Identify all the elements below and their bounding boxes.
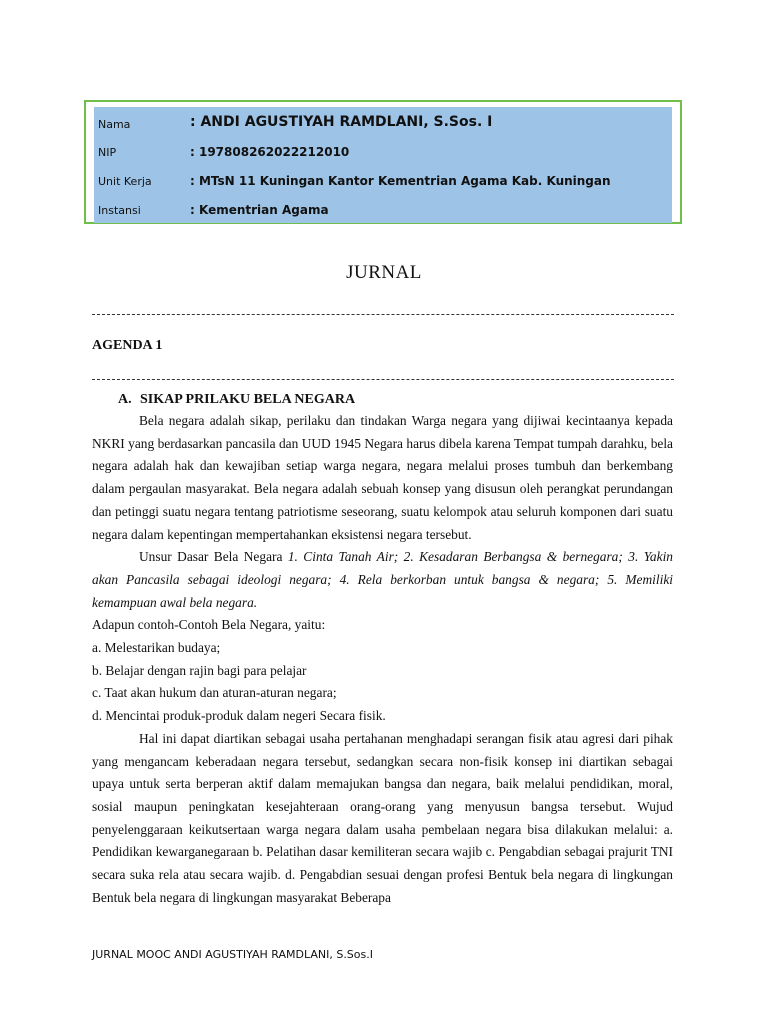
nama-value: : ANDI AGUSTIYAH RAMDLANI, S.Sos. I xyxy=(190,114,493,130)
examples-intro: Adapun contoh-Contoh Bela Negara, yaitu: xyxy=(92,617,326,633)
paragraph-elements xyxy=(92,546,673,614)
body-text xyxy=(92,410,673,909)
agenda-heading: AGENDA 1 xyxy=(92,338,163,353)
example-item-d: d. Mencintai produk-produk dalam negeri Secara fisik. xyxy=(92,708,386,724)
nip-value: : 197808262022212010 xyxy=(190,145,350,159)
paragraph-defense: Hal ini dapat diartikan sebagai usaha pertahanan menghadapi serangan fisik atau agresi dari pihak yang mengancam keberadaan negara tersebut, sedangkan secara non-fisik konsep ini diartikan sebagai upaya untuk serta berperan aktif dalam memajukan bangsa dan negara, baik melalui pendidikan, moral, sosial maupun peningkatan kesejahteraan orang-orang yang menyusun bangsa tersebut. Wujud penyelenggaraan keikutsertaan warga negara dalam usaha pembelaan negara bisa dilakukan melalui: a. Pendidikan kewarganegaraan b. Pelatihan dasar kemiliteran secara wajib c. Pengabdian sebagai prajurit TNI secara suka rela atau secara wajib. d. Pengabdian sesuai dengan profesi Bentuk bela negara di lingkungan Bentuk bela negara di lingkungan masyarakat Beberapa xyxy=(92,730,673,905)
identity-panel xyxy=(94,107,672,223)
unit-label: Unit Kerja xyxy=(98,175,152,188)
example-item-b: b. Belajar dengan rajin bagi para pelajar xyxy=(92,662,307,678)
section-number: A. xyxy=(118,392,132,407)
page-title: JURNAL xyxy=(346,262,422,283)
page-footer: JURNAL MOOC ANDI AGUSTIYAH RAMDLANI, S.Sos.I xyxy=(92,948,373,961)
example-item-a: a. Melestarikan budaya; xyxy=(92,640,221,656)
example-item-c: c. Taat akan hukum dan aturan-aturan negara; xyxy=(92,685,337,701)
divider-top xyxy=(92,314,674,315)
nama-label: Nama xyxy=(98,118,131,131)
unit-value: : MTsN 11 Kuningan Kantor Kementrian Agama Kab. Kuningan xyxy=(190,174,611,188)
section-heading xyxy=(118,392,355,408)
divider-bottom xyxy=(92,379,674,380)
elements-lead: Unsur Dasar Bela Negara xyxy=(139,549,288,565)
section-title: SIKAP PRILAKU BELA NEGARA xyxy=(140,392,356,407)
identity-box xyxy=(84,100,682,224)
paragraph-definition: Bela negara adalah sikap, perilaku dan tindakan Warga negara yang dijiwai kecintaanya kepada NKRI yang berdasarkan pancasila dan UUD 1945 Negara harus dibela karena Tempat tumpah darahku, bela negara adalah hak dan kewajiban setiap warga negara, negara melalui proses tumbuh dan berkembang dalam pergaulan masyarakat. Bela negara adalah sebuah konsep yang disusun oleh perangkat perundangan dan petinggi suatu negara tentang patriotisme seseorang, suatu kelompok atau seluruh komponen dari suatu negara dalam kepentingan mempertahankan eksistensi negara tersebut. xyxy=(92,413,673,542)
nip-label: NIP xyxy=(98,146,117,159)
instansi-label: Instansi xyxy=(98,204,141,217)
elements-list: 1. Cinta Tanah Air; 2. Kesadaran Berbangsa & bernegara; 3. Yakin akan Pancasila sebagai ideologi negara; 4. Rela berkorban untuk bangsa & negara; 5. Memiliki kemampuan awal bela negara. xyxy=(92,549,673,610)
instansi-value: : Kementrian Agama xyxy=(190,203,329,217)
